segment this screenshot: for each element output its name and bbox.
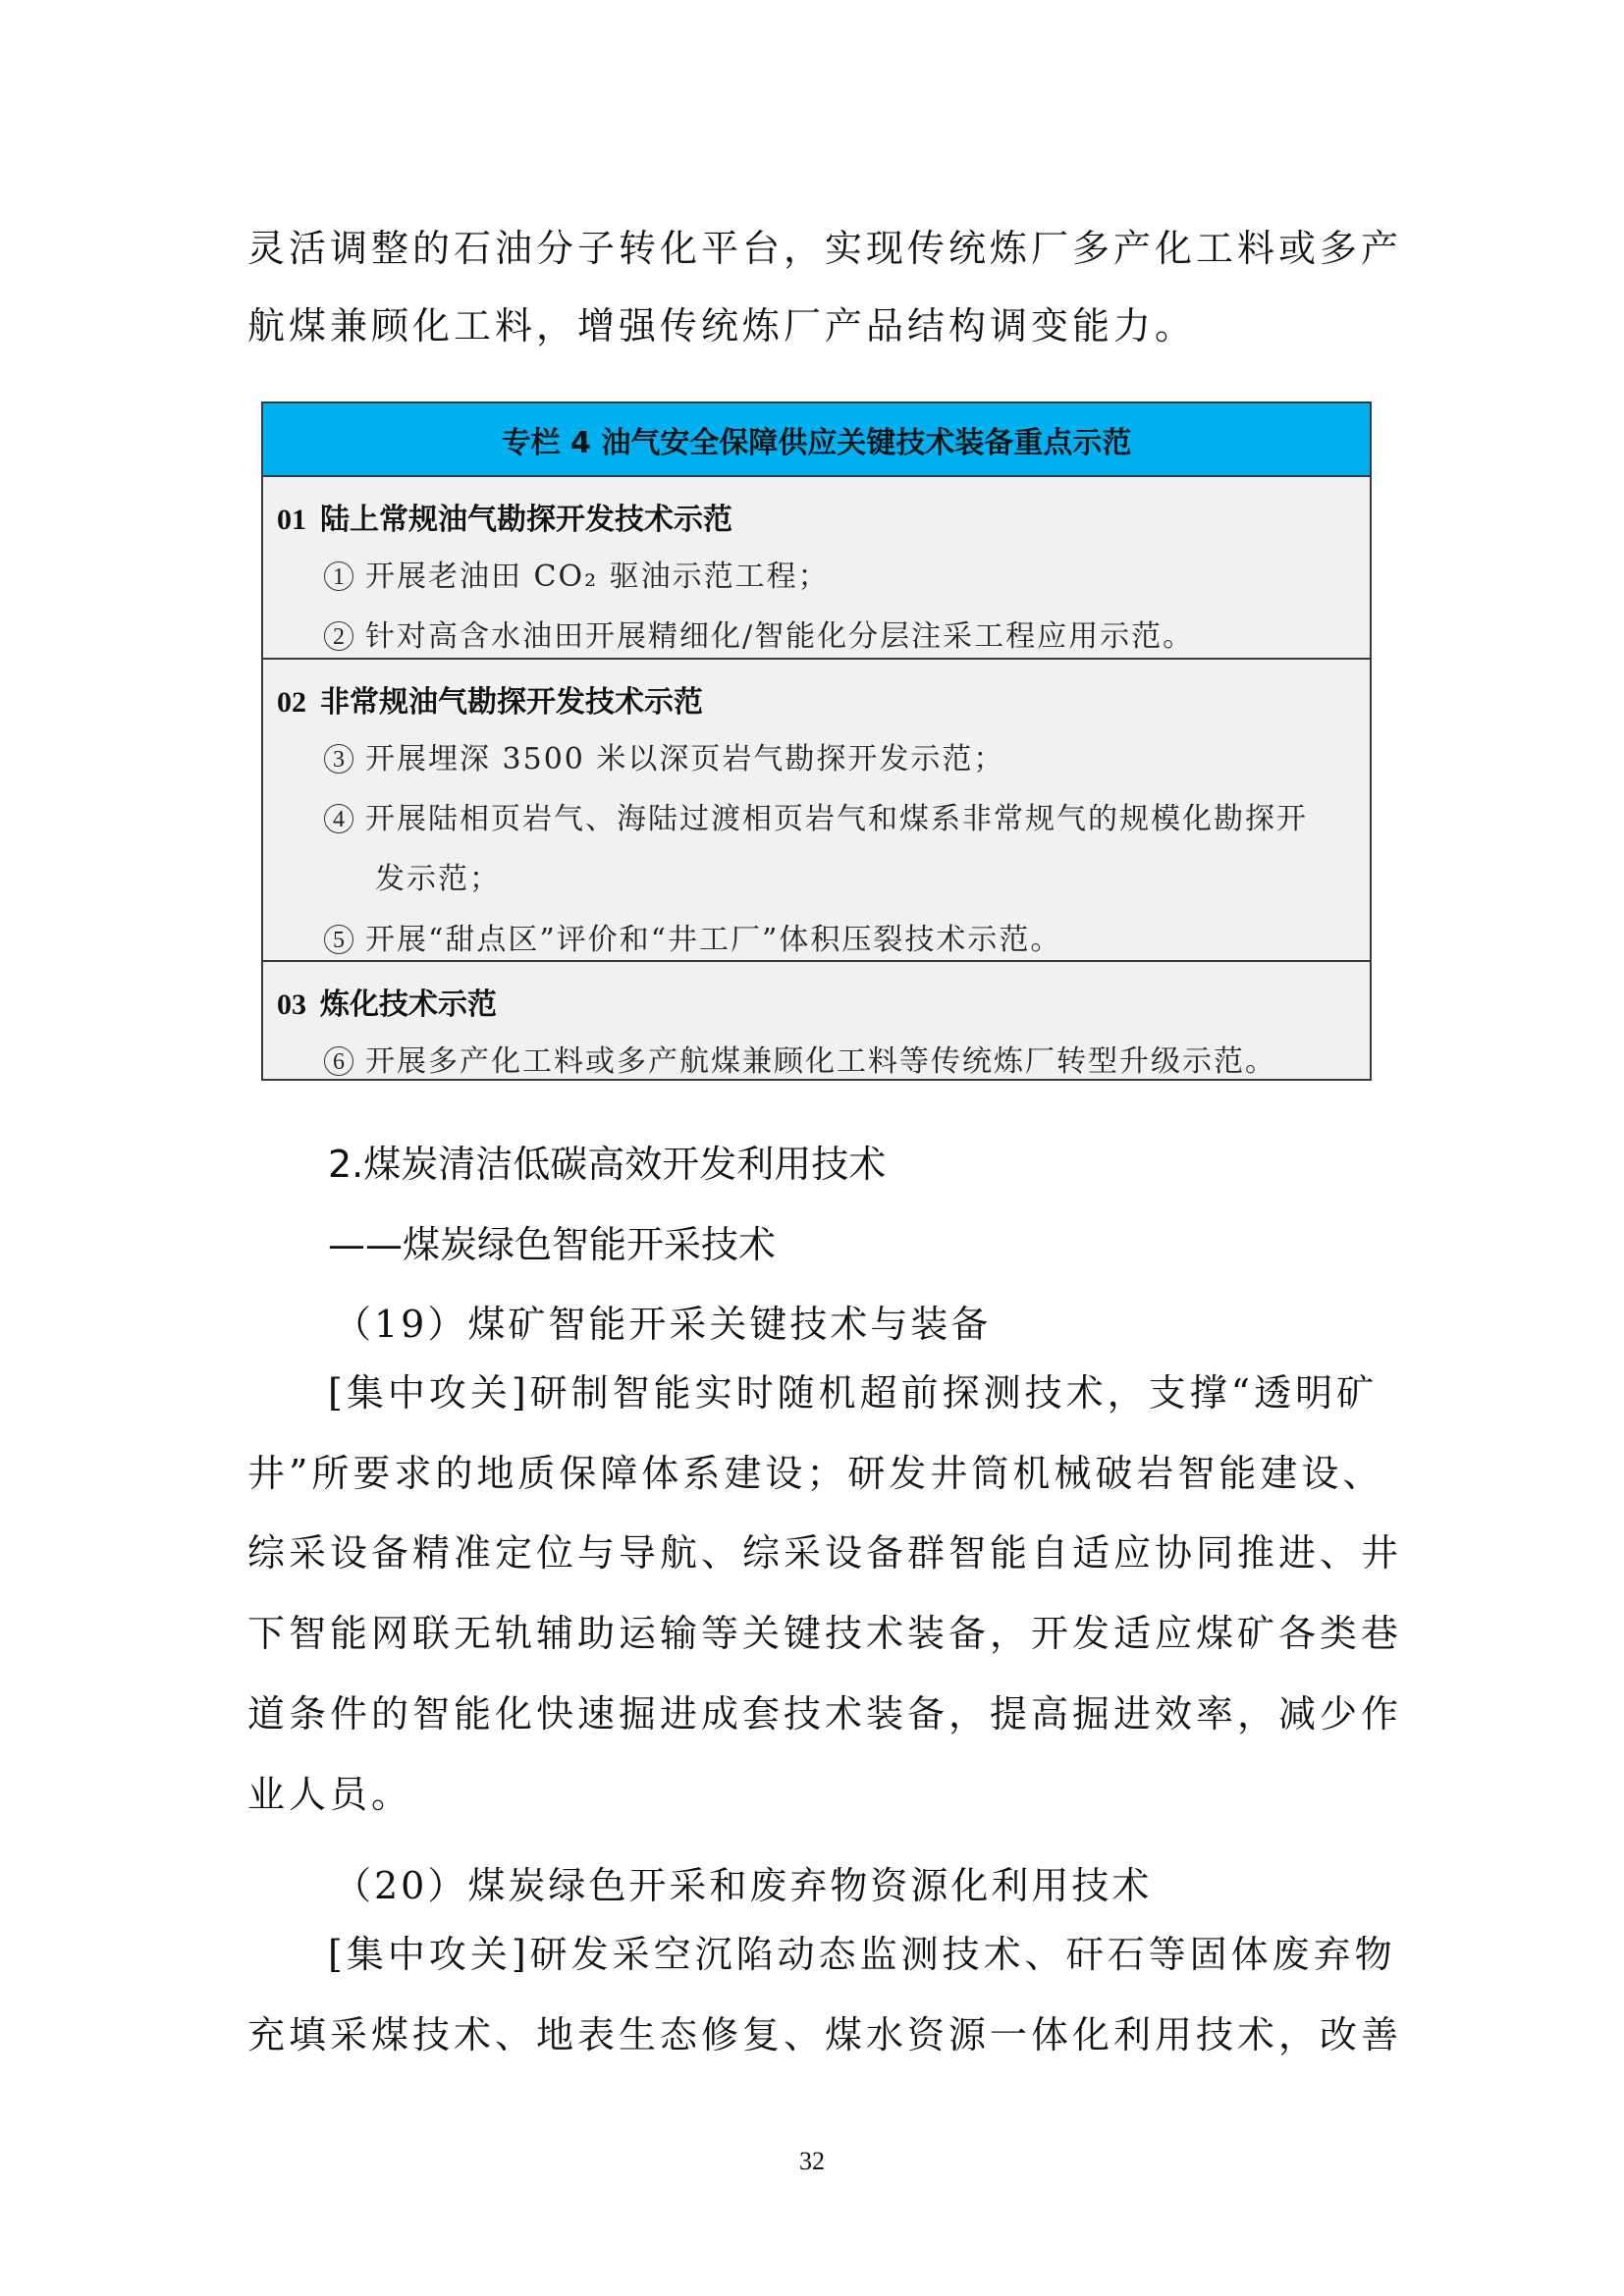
sub-heading: ——煤炭绿色智能开采技术 xyxy=(328,1223,777,1266)
section-heading: 2.煤炭清洁低碳高效开发利用技术 xyxy=(328,1143,887,1186)
item-text: 开展陆相页岩气、海陆过渡相页岩气和煤系非常规气的规模化勘探开 xyxy=(365,802,1308,836)
box-section-03 xyxy=(263,960,1370,1079)
box-section-02 xyxy=(263,658,1370,962)
list-item xyxy=(324,915,1061,958)
topic-19-line-4: 下智能网联无轨辅助运输等关键技术装备，开发适应煤矿各类巷 xyxy=(247,1612,1403,1655)
topic-19-title: （19）煤矿智能开采关键技术与装备 xyxy=(334,1303,992,1346)
item-text: 开展“甜点区”评价和“井工厂”体积压裂技术示范。 xyxy=(365,923,1062,957)
section-number: 01 xyxy=(277,504,306,536)
topic-20-title: （20）煤炭绿色开采和废弃物资源化利用技术 xyxy=(334,1864,1153,1907)
list-item xyxy=(324,612,1194,655)
section-title xyxy=(277,980,497,1023)
circled-number-icon: 2 xyxy=(324,621,353,651)
circled-number-icon: 1 xyxy=(324,561,353,591)
box-title: 专栏 4 油气安全保障供应关键技术装备重点示范 xyxy=(263,403,1370,477)
item-text: 开展多产化工料或多产航煤兼顾化工料等传统炼厂转型升级示范。 xyxy=(365,1044,1276,1079)
section-title-text: 非常规油气勘探开发技术示范 xyxy=(320,685,703,720)
item-text: 针对高含水油田开展精细化/智能化分层注采工程应用示范。 xyxy=(365,619,1195,654)
section-number: 03 xyxy=(277,988,306,1021)
section-title-text: 炼化技术示范 xyxy=(320,988,497,1022)
list-item xyxy=(324,734,1004,777)
topic-19-line-5: 道条件的智能化快速掘进成套技术装备，提高掘进效率，减少作 xyxy=(247,1692,1403,1735)
topic-20-line-1: [集中攻关]研发采空沉陷动态监测技术、矸石等固体废弃物 xyxy=(328,1933,1396,1976)
circled-number-icon: 6 xyxy=(324,1046,353,1076)
list-item xyxy=(324,794,1308,837)
circled-number-icon: 3 xyxy=(324,744,353,774)
topic-19-line-2: 井”所要求的地质保障体系建设；研发井筒机械破岩智能建设、 xyxy=(247,1452,1384,1495)
topic-20-line-2: 充填采煤技术、地表生态修复、煤水资源一体化利用技术，改善 xyxy=(247,2013,1403,2056)
section-title-text: 陆上常规油气勘探开发技术示范 xyxy=(320,503,732,537)
intro-line-2: 航煤兼顾化工料，增强传统炼厂产品结构调变能力。 xyxy=(247,304,1197,347)
item-text: 开展老油田 CO₂ 驱油示范工程； xyxy=(365,560,830,594)
circled-number-icon: 4 xyxy=(324,804,353,833)
topic-19-line-1: [集中攻关]研制智能实时随机超前探测技术，支撑“透明矿 xyxy=(328,1371,1379,1415)
section-title xyxy=(277,677,703,721)
feature-box xyxy=(261,401,1372,1081)
box-section-01 xyxy=(263,475,1370,660)
topic-19-line-3: 综采设备精准定位与导航、综采设备群智能自适应协同推进、井 xyxy=(247,1531,1403,1575)
circled-number-icon: 5 xyxy=(324,925,353,954)
item-text: 开展埋深 3500 米以深页岩气勘探开发示范； xyxy=(365,742,1005,776)
intro-line-1: 灵活调整的石油分子转化平台，实现传统炼厂多产化工料或多产 xyxy=(247,227,1403,270)
list-item xyxy=(324,1037,1276,1080)
list-item-continuation: 发示范； xyxy=(375,862,501,896)
section-number: 02 xyxy=(277,686,306,719)
section-title xyxy=(277,495,732,538)
list-item xyxy=(324,552,830,595)
page-number: 32 xyxy=(799,2147,825,2175)
topic-19-line-6: 业人员。 xyxy=(247,1773,413,1816)
